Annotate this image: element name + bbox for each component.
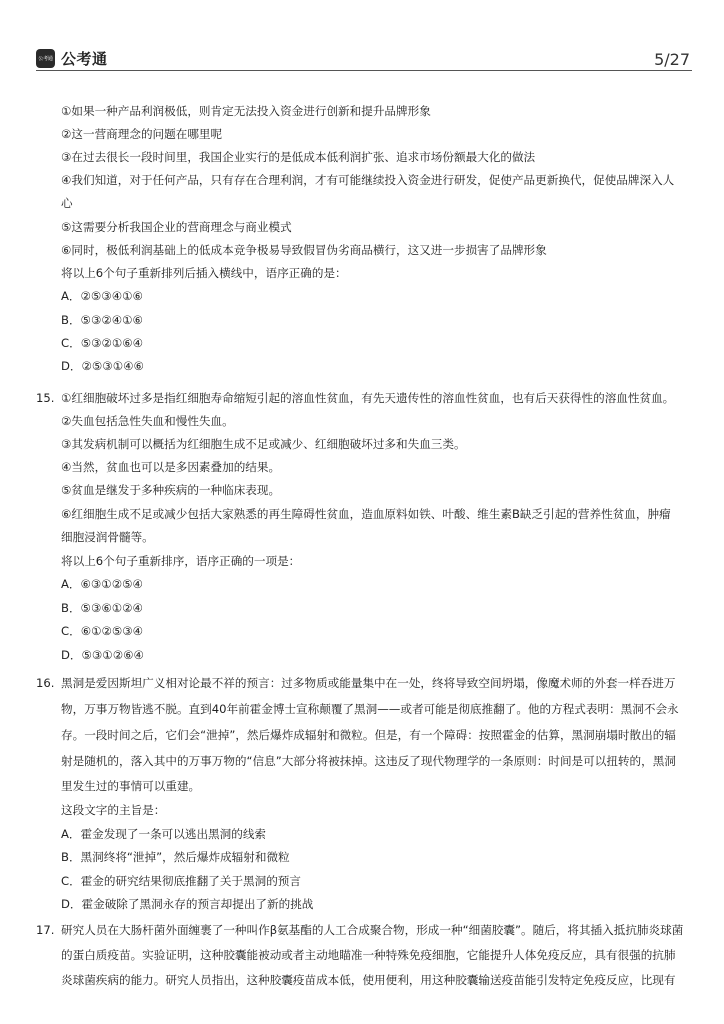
q15-number: 15.	[36, 391, 55, 405]
q14-option-b[interactable]: B．⑤③②④①⑥	[61, 313, 143, 327]
q16-passage-line-2: 物，万事万物皆逃不脱。直到40年前霍金博士宣称颠覆了黑洞——或者可能是彻底推翻了。他的方程式表明：黑洞不会永	[61, 702, 679, 716]
page-header	[36, 46, 692, 72]
q14-sentence-3: ③在过去很长一段时间里，我国企业实行的是低成本低利润扩张、追求市场份额最大化的做法	[61, 150, 536, 164]
q14-prompt: 将以上6个句子重新排列后插入横线中，语序正确的是：	[61, 266, 347, 280]
q14-option-a[interactable]: A．②⑤③④①⑥	[61, 289, 143, 303]
q16-prompt: 这段文字的主旨是：	[61, 803, 166, 817]
q15-prompt: 将以上6个句子重新排序，语序正确的一项是：	[61, 554, 301, 568]
logo	[36, 48, 108, 68]
q17-passage-line-2: 的蛋白质疫苗。实验证明，这种胶囊能被动或者主动地瞄准一种特殊免疫细胞，它能提升人体免疫反应，具有很强的抗肺	[61, 948, 676, 962]
q15-option-c[interactable]: C．⑥①②⑤③④	[61, 624, 144, 638]
q15-sentence-5: ⑤贫血是继发于多种疾病的一种临床表现。	[61, 483, 281, 497]
q15-option-d[interactable]: D．⑤③①②⑥④	[61, 648, 144, 662]
q14-sentence-4: ④我们知道，对于任何产品，只有存在合理利润，才有可能继续投入资金进行研发，促使产品更新换代，促使品牌深入人	[61, 173, 675, 187]
q14-option-d[interactable]: D．②⑤③①④⑥	[61, 359, 144, 373]
q17-passage-line-3: 炎球菌疾病的能力。研究人员指出，这种胶囊疫苗成本低，使用便利，用这种胶囊输送疫苗能引发特定免疫反应，比现有	[61, 973, 676, 987]
q16-passage-line-1: 黑洞是爱因斯坦广义相对论最不祥的预言：过多物质或能量集中在一处，终将导致空间坍塌，像魔术师的外套一样吞进万	[61, 676, 676, 690]
q14-sentence-5: ⑤这需要分析我国企业的营商理念与商业模式	[61, 220, 292, 234]
q16-passage-line-5: 里发生过的事情可以重建。	[61, 779, 201, 793]
q15-sentence-2: ②失血包括急性失血和慢性失血。	[61, 414, 234, 428]
q15-sentence-6-cont: 细胞浸润骨髓等。	[61, 530, 154, 544]
q15-option-a[interactable]: A．⑥③①②⑤④	[61, 577, 143, 591]
q17-number: 17.	[36, 923, 55, 937]
q16-passage-line-3: 存。一段时间之后，它们会“泄掉”，然后爆炸成辐射和微粒。但是，有一个障碍：按照霍金的估算，黑洞崩塌时散出的辐	[61, 728, 676, 742]
q15-option-b[interactable]: B．⑤③⑥①②④	[61, 601, 143, 615]
q15-sentence-1: ①红细胞破坏过多是指红细胞寿命缩短引起的溶血性贫血，有先天遗传性的溶血性贫血，也有后天获得性的溶血性贫血。	[61, 391, 675, 405]
page-number: 5/27	[654, 50, 690, 69]
header-divider	[36, 70, 692, 71]
q14-option-c[interactable]: C．⑤③②①⑥④	[61, 336, 144, 350]
q15-sentence-4: ④当然，贫血也可以是多因素叠加的结果。	[61, 460, 281, 474]
q16-option-a[interactable]: A．霍金发现了一条可以逃出黑洞的线索	[61, 827, 267, 841]
q16-option-b[interactable]: B．黑洞终将“泄掉”，然后爆炸成辐射和微粒	[61, 850, 290, 864]
q15-sentence-6: ⑥红细胞生成不足或减少包括大家熟悉的再生障碍性贫血，造血原料如铁、叶酸、维生素B缺乏引起的营养性贫血，肿瘤	[61, 507, 671, 521]
q15-sentence-3: ③其发病机制可以概括为红细胞生成不足或减少、红细胞破坏过多和失血三类。	[61, 437, 466, 451]
q16-number: 16.	[36, 676, 55, 690]
q16-passage-line-4: 射是随机的，落入其中的万事万物的“信息”大部分将被抹掉。这违反了现代物理学的一条原则：时间是可以扭转的，黑洞	[61, 754, 676, 768]
q17-passage-line-1: 研究人员在大肠杆菌外面缠裹了一种叫作β氨基酯的人工合成聚合物，形成一种“细菌胶囊”。随后，将其插入抵抗肺炎球菌	[61, 923, 684, 937]
q16-option-c[interactable]: C．霍金的研究结果彻底推翻了关于黑洞的预言	[61, 874, 301, 888]
q16-option-d[interactable]: D．霍金破除了黑洞永存的预言却提出了新的挑战	[61, 897, 314, 911]
q14-sentence-4-cont: 心	[61, 196, 73, 210]
logo-text: 公考通	[61, 49, 108, 68]
q14-sentence-6: ⑥同时，极低利润基础上的低成本竞争极易导致假冒伪劣商品横行，这又进一步损害了品牌形象	[61, 243, 547, 257]
q14-sentence-1: ①如果一种产品利润极低，则肯定无法投入资金进行创新和提升品牌形象	[61, 104, 431, 118]
logo-badge: 公考通	[36, 49, 55, 68]
q14-sentence-2: ②这一营商理念的问题在哪里呢	[61, 127, 223, 141]
